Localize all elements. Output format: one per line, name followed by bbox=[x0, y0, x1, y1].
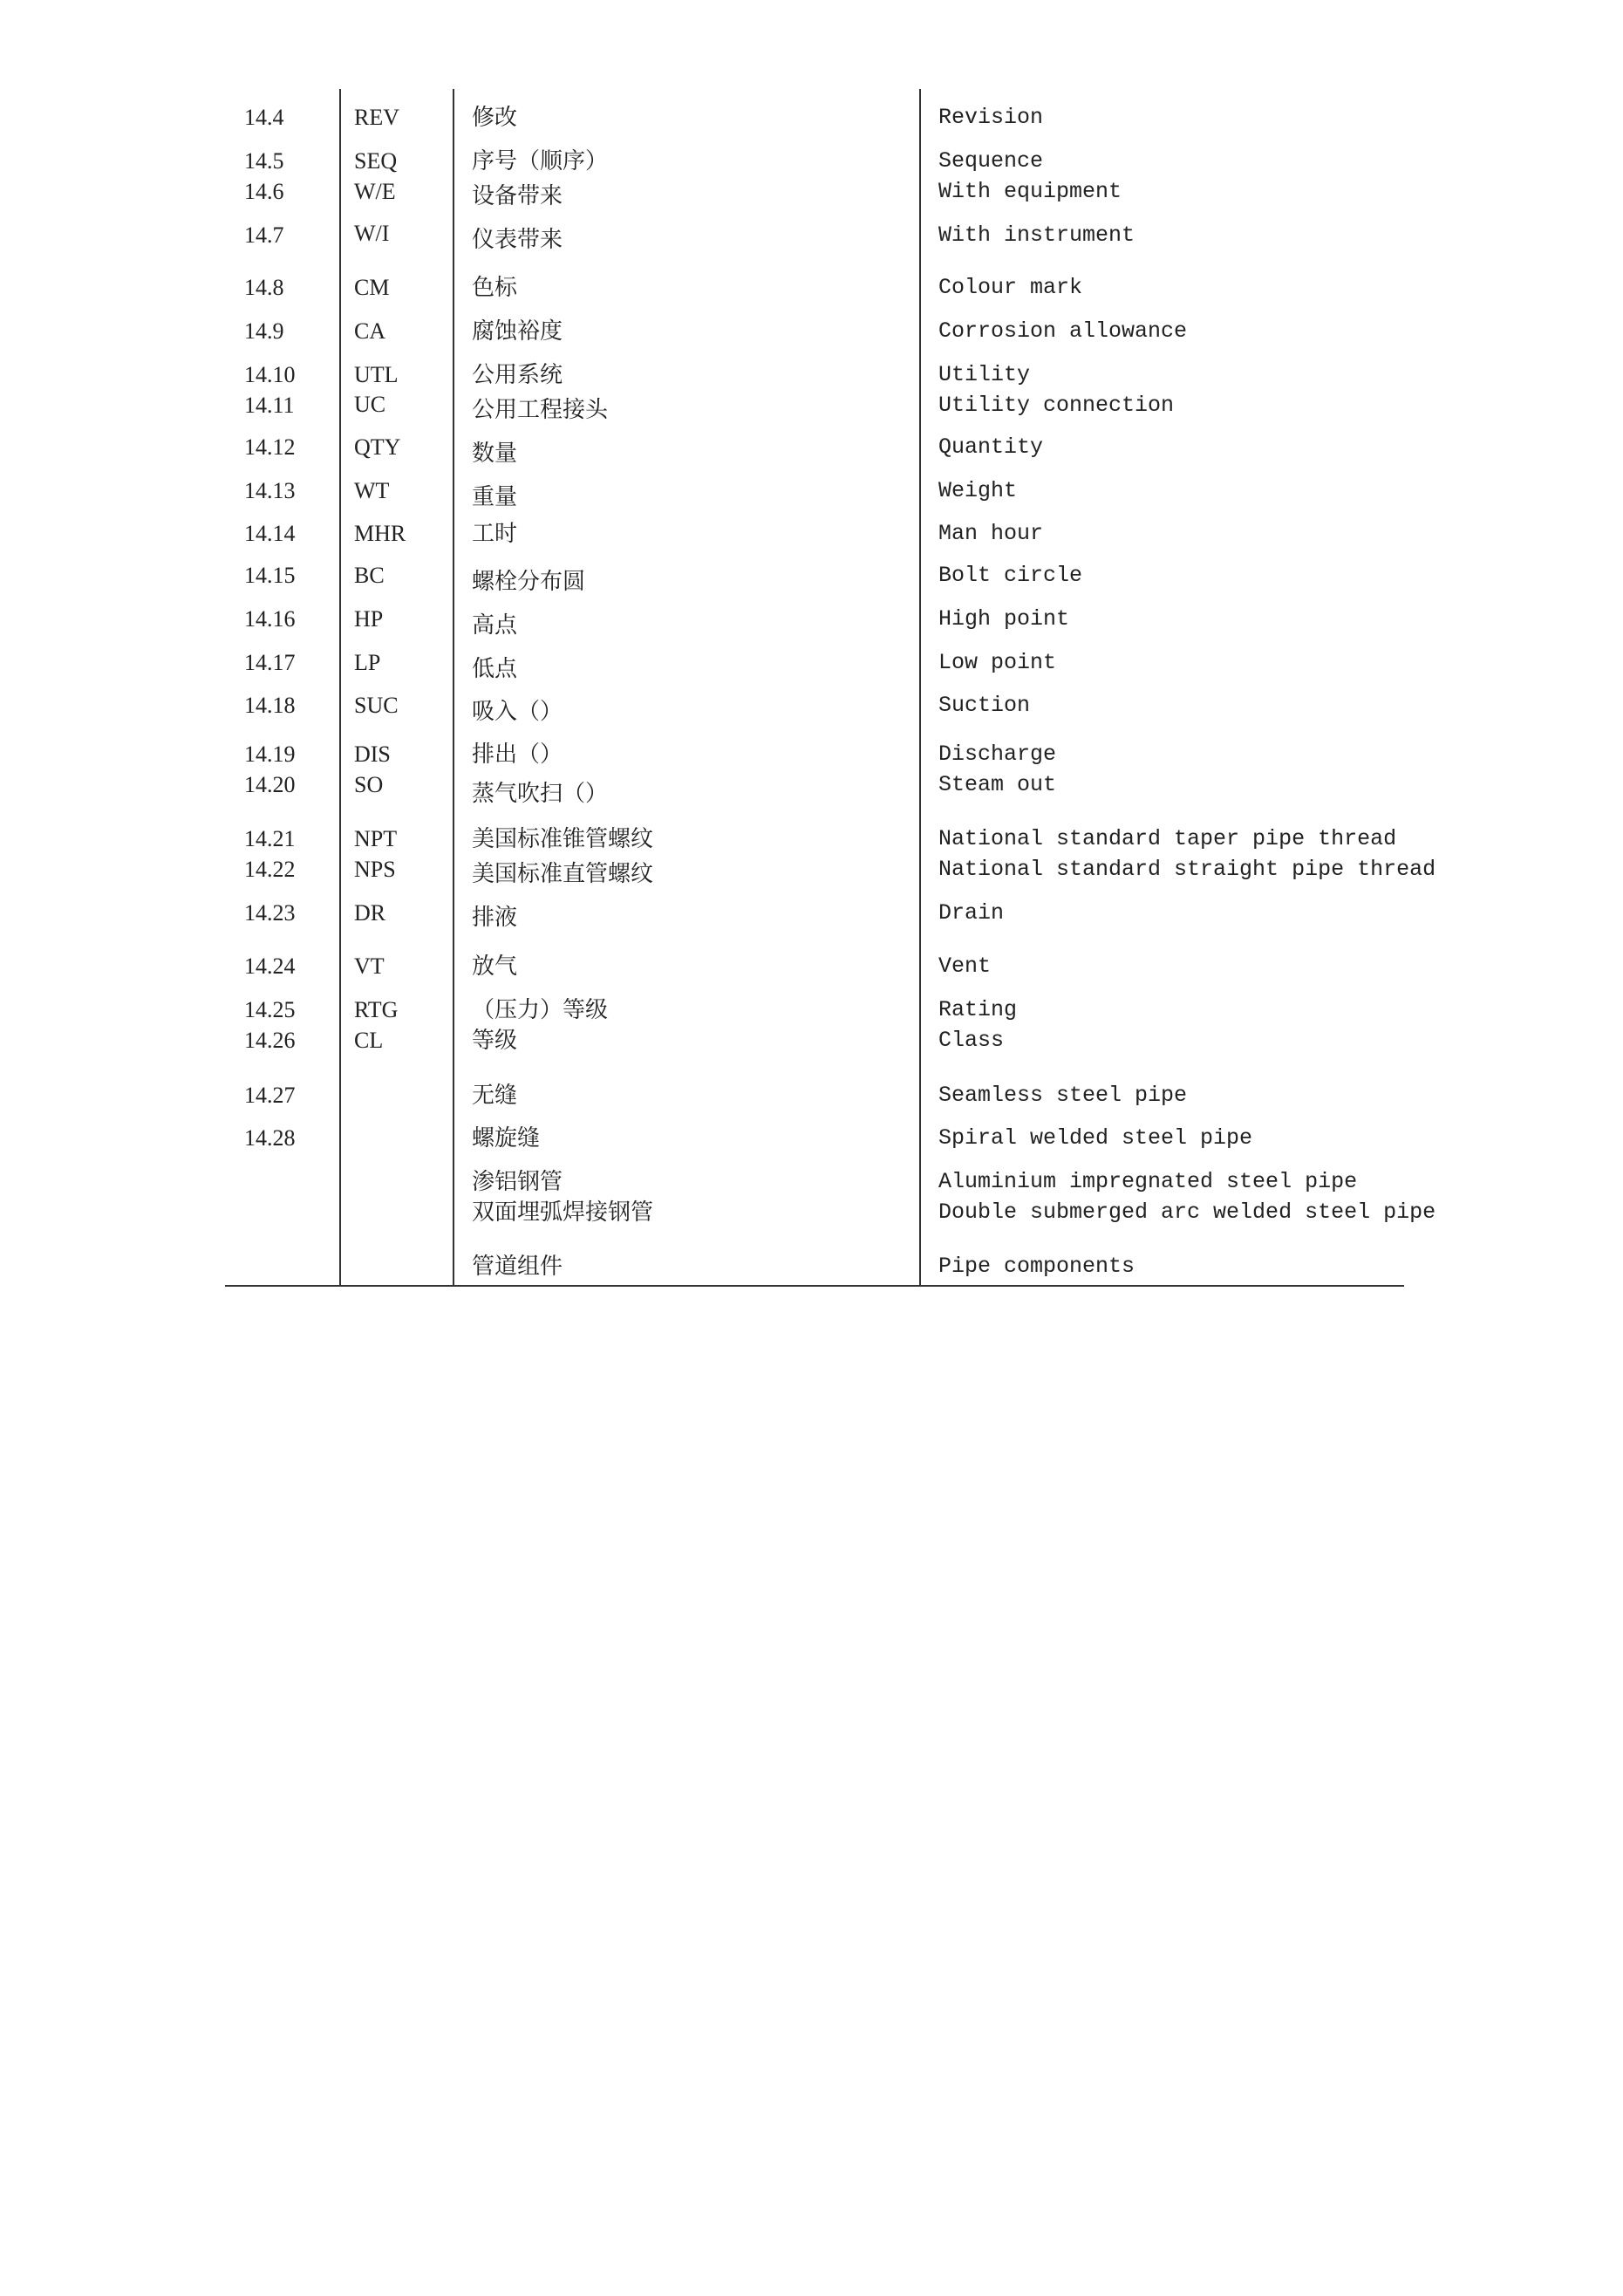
english-term: Pipe components bbox=[938, 1254, 1135, 1279]
chinese-term: 美国标准锥管螺纹 bbox=[472, 826, 654, 852]
chinese-term: 仪表带来 bbox=[472, 227, 563, 253]
english-term: With equipment bbox=[938, 179, 1122, 204]
chinese-term: 放气 bbox=[472, 953, 518, 980]
item-number: 14.16 bbox=[244, 606, 296, 632]
abbreviation: MHR bbox=[354, 521, 406, 546]
chinese-term: 蒸气吹扫（） bbox=[472, 781, 609, 807]
column-divider bbox=[453, 89, 454, 1286]
abbreviation: DR bbox=[354, 900, 386, 926]
english-term: Vent bbox=[938, 953, 992, 979]
english-term: Discharge bbox=[938, 741, 1057, 767]
item-number: 14.23 bbox=[244, 900, 296, 926]
english-term: National standard straight pipe thread bbox=[938, 857, 1436, 882]
chinese-term: 排出（） bbox=[472, 741, 563, 768]
chinese-term: 排液 bbox=[472, 905, 518, 931]
item-number: 14.8 bbox=[244, 275, 284, 300]
table-bottom-border bbox=[225, 1285, 1404, 1287]
item-number: 14.17 bbox=[244, 650, 296, 675]
chinese-term: 设备带来 bbox=[472, 183, 563, 209]
english-term: Class bbox=[938, 1028, 1005, 1053]
item-number: 14.13 bbox=[244, 478, 296, 503]
english-term: Sequence bbox=[938, 148, 1044, 174]
item-number: 14.19 bbox=[244, 741, 296, 767]
english-term: Utility bbox=[938, 362, 1031, 387]
abbreviation: LP bbox=[354, 650, 381, 675]
chinese-term: 双面埋弧焊接钢管 bbox=[472, 1199, 654, 1226]
chinese-term: （压力）等级 bbox=[472, 997, 609, 1023]
chinese-term: 重量 bbox=[472, 484, 518, 510]
item-number: 14.20 bbox=[244, 772, 296, 797]
abbreviation: WT bbox=[354, 478, 390, 503]
chinese-term: 美国标准直管螺纹 bbox=[472, 861, 654, 887]
abbreviation: BC bbox=[354, 563, 385, 588]
chinese-term: 高点 bbox=[472, 612, 518, 639]
chinese-term: 渗铝钢管 bbox=[472, 1169, 563, 1195]
item-number: 14.18 bbox=[244, 693, 296, 718]
abbreviation: HP bbox=[354, 606, 384, 632]
chinese-term: 管道组件 bbox=[472, 1254, 563, 1280]
abbreviation: SO bbox=[354, 772, 384, 797]
abbreviation: SUC bbox=[354, 693, 399, 718]
english-term: Spiral welded steel pipe bbox=[938, 1125, 1253, 1151]
item-number: 14.11 bbox=[244, 393, 295, 418]
abbreviation-table bbox=[225, 89, 1436, 1286]
abbreviation: CL bbox=[354, 1028, 384, 1053]
item-number: 14.6 bbox=[244, 179, 284, 204]
abbreviation: SEQ bbox=[354, 148, 398, 174]
column-divider bbox=[919, 89, 921, 1286]
chinese-term: 序号（顺序） bbox=[472, 148, 609, 174]
chinese-term: 公用工程接头 bbox=[472, 397, 609, 423]
item-number: 14.24 bbox=[244, 953, 296, 979]
chinese-term: 腐蚀裕度 bbox=[472, 318, 563, 345]
english-term: Colour mark bbox=[938, 275, 1083, 300]
english-term: High point bbox=[938, 606, 1070, 632]
chinese-term: 公用系统 bbox=[472, 362, 563, 388]
chinese-term: 低点 bbox=[472, 656, 518, 682]
chinese-term: 色标 bbox=[472, 275, 518, 301]
abbreviation: DIS bbox=[354, 741, 391, 767]
english-term: Quantity bbox=[938, 434, 1044, 460]
abbreviation: CM bbox=[354, 275, 390, 300]
item-number: 14.7 bbox=[244, 222, 284, 248]
item-number: 14.9 bbox=[244, 318, 284, 344]
abbreviation: UTL bbox=[354, 362, 399, 387]
english-term: Seamless steel pipe bbox=[938, 1083, 1188, 1108]
chinese-term: 吸入（） bbox=[472, 699, 563, 725]
abbreviation: W/E bbox=[354, 179, 396, 204]
english-term: Steam out bbox=[938, 772, 1057, 797]
column-divider bbox=[339, 89, 341, 1286]
abbreviation: VT bbox=[354, 953, 385, 979]
item-number: 14.12 bbox=[244, 434, 296, 460]
english-term: Low point bbox=[938, 650, 1057, 675]
english-term: Corrosion allowance bbox=[938, 318, 1188, 344]
english-term: Revision bbox=[938, 105, 1044, 130]
abbreviation: REV bbox=[354, 105, 399, 130]
chinese-term: 工时 bbox=[472, 521, 518, 547]
item-number: 14.5 bbox=[244, 148, 284, 174]
chinese-term: 等级 bbox=[472, 1028, 518, 1054]
item-number: 14.28 bbox=[244, 1125, 296, 1151]
english-term: Rating bbox=[938, 997, 1018, 1022]
item-number: 14.4 bbox=[244, 105, 284, 130]
abbreviation: UC bbox=[354, 392, 386, 417]
item-number: 14.21 bbox=[244, 826, 296, 851]
english-term: With instrument bbox=[938, 222, 1135, 248]
abbreviation: RTG bbox=[354, 997, 399, 1022]
chinese-term: 螺栓分布圆 bbox=[472, 569, 586, 595]
item-number: 14.10 bbox=[244, 362, 296, 387]
abbreviation: QTY bbox=[354, 434, 401, 460]
chinese-term: 数量 bbox=[472, 441, 518, 467]
abbreviation: NPS bbox=[354, 857, 396, 882]
item-number: 14.25 bbox=[244, 997, 296, 1022]
item-number: 14.14 bbox=[244, 521, 296, 546]
english-term: Double submerged arc welded steel pipe bbox=[938, 1199, 1436, 1225]
item-number: 14.15 bbox=[244, 563, 296, 588]
abbreviation: CA bbox=[354, 318, 386, 344]
english-term: Weight bbox=[938, 478, 1018, 503]
item-number: 14.26 bbox=[244, 1028, 296, 1053]
english-term: Man hour bbox=[938, 521, 1044, 546]
item-number: 14.22 bbox=[244, 857, 296, 882]
chinese-term: 修改 bbox=[472, 105, 518, 131]
abbreviation: NPT bbox=[354, 826, 398, 851]
item-number: 14.27 bbox=[244, 1083, 296, 1108]
english-term: Aluminium impregnated steel pipe bbox=[938, 1169, 1358, 1194]
abbreviation: W/I bbox=[354, 221, 390, 246]
chinese-term: 螺旋缝 bbox=[472, 1125, 541, 1151]
chinese-term: 无缝 bbox=[472, 1083, 518, 1109]
english-term: Drain bbox=[938, 900, 1005, 926]
english-term: Bolt circle bbox=[938, 563, 1083, 588]
english-term: National standard taper pipe thread bbox=[938, 826, 1397, 851]
english-term: Suction bbox=[938, 693, 1031, 718]
english-term: Utility connection bbox=[938, 393, 1175, 418]
